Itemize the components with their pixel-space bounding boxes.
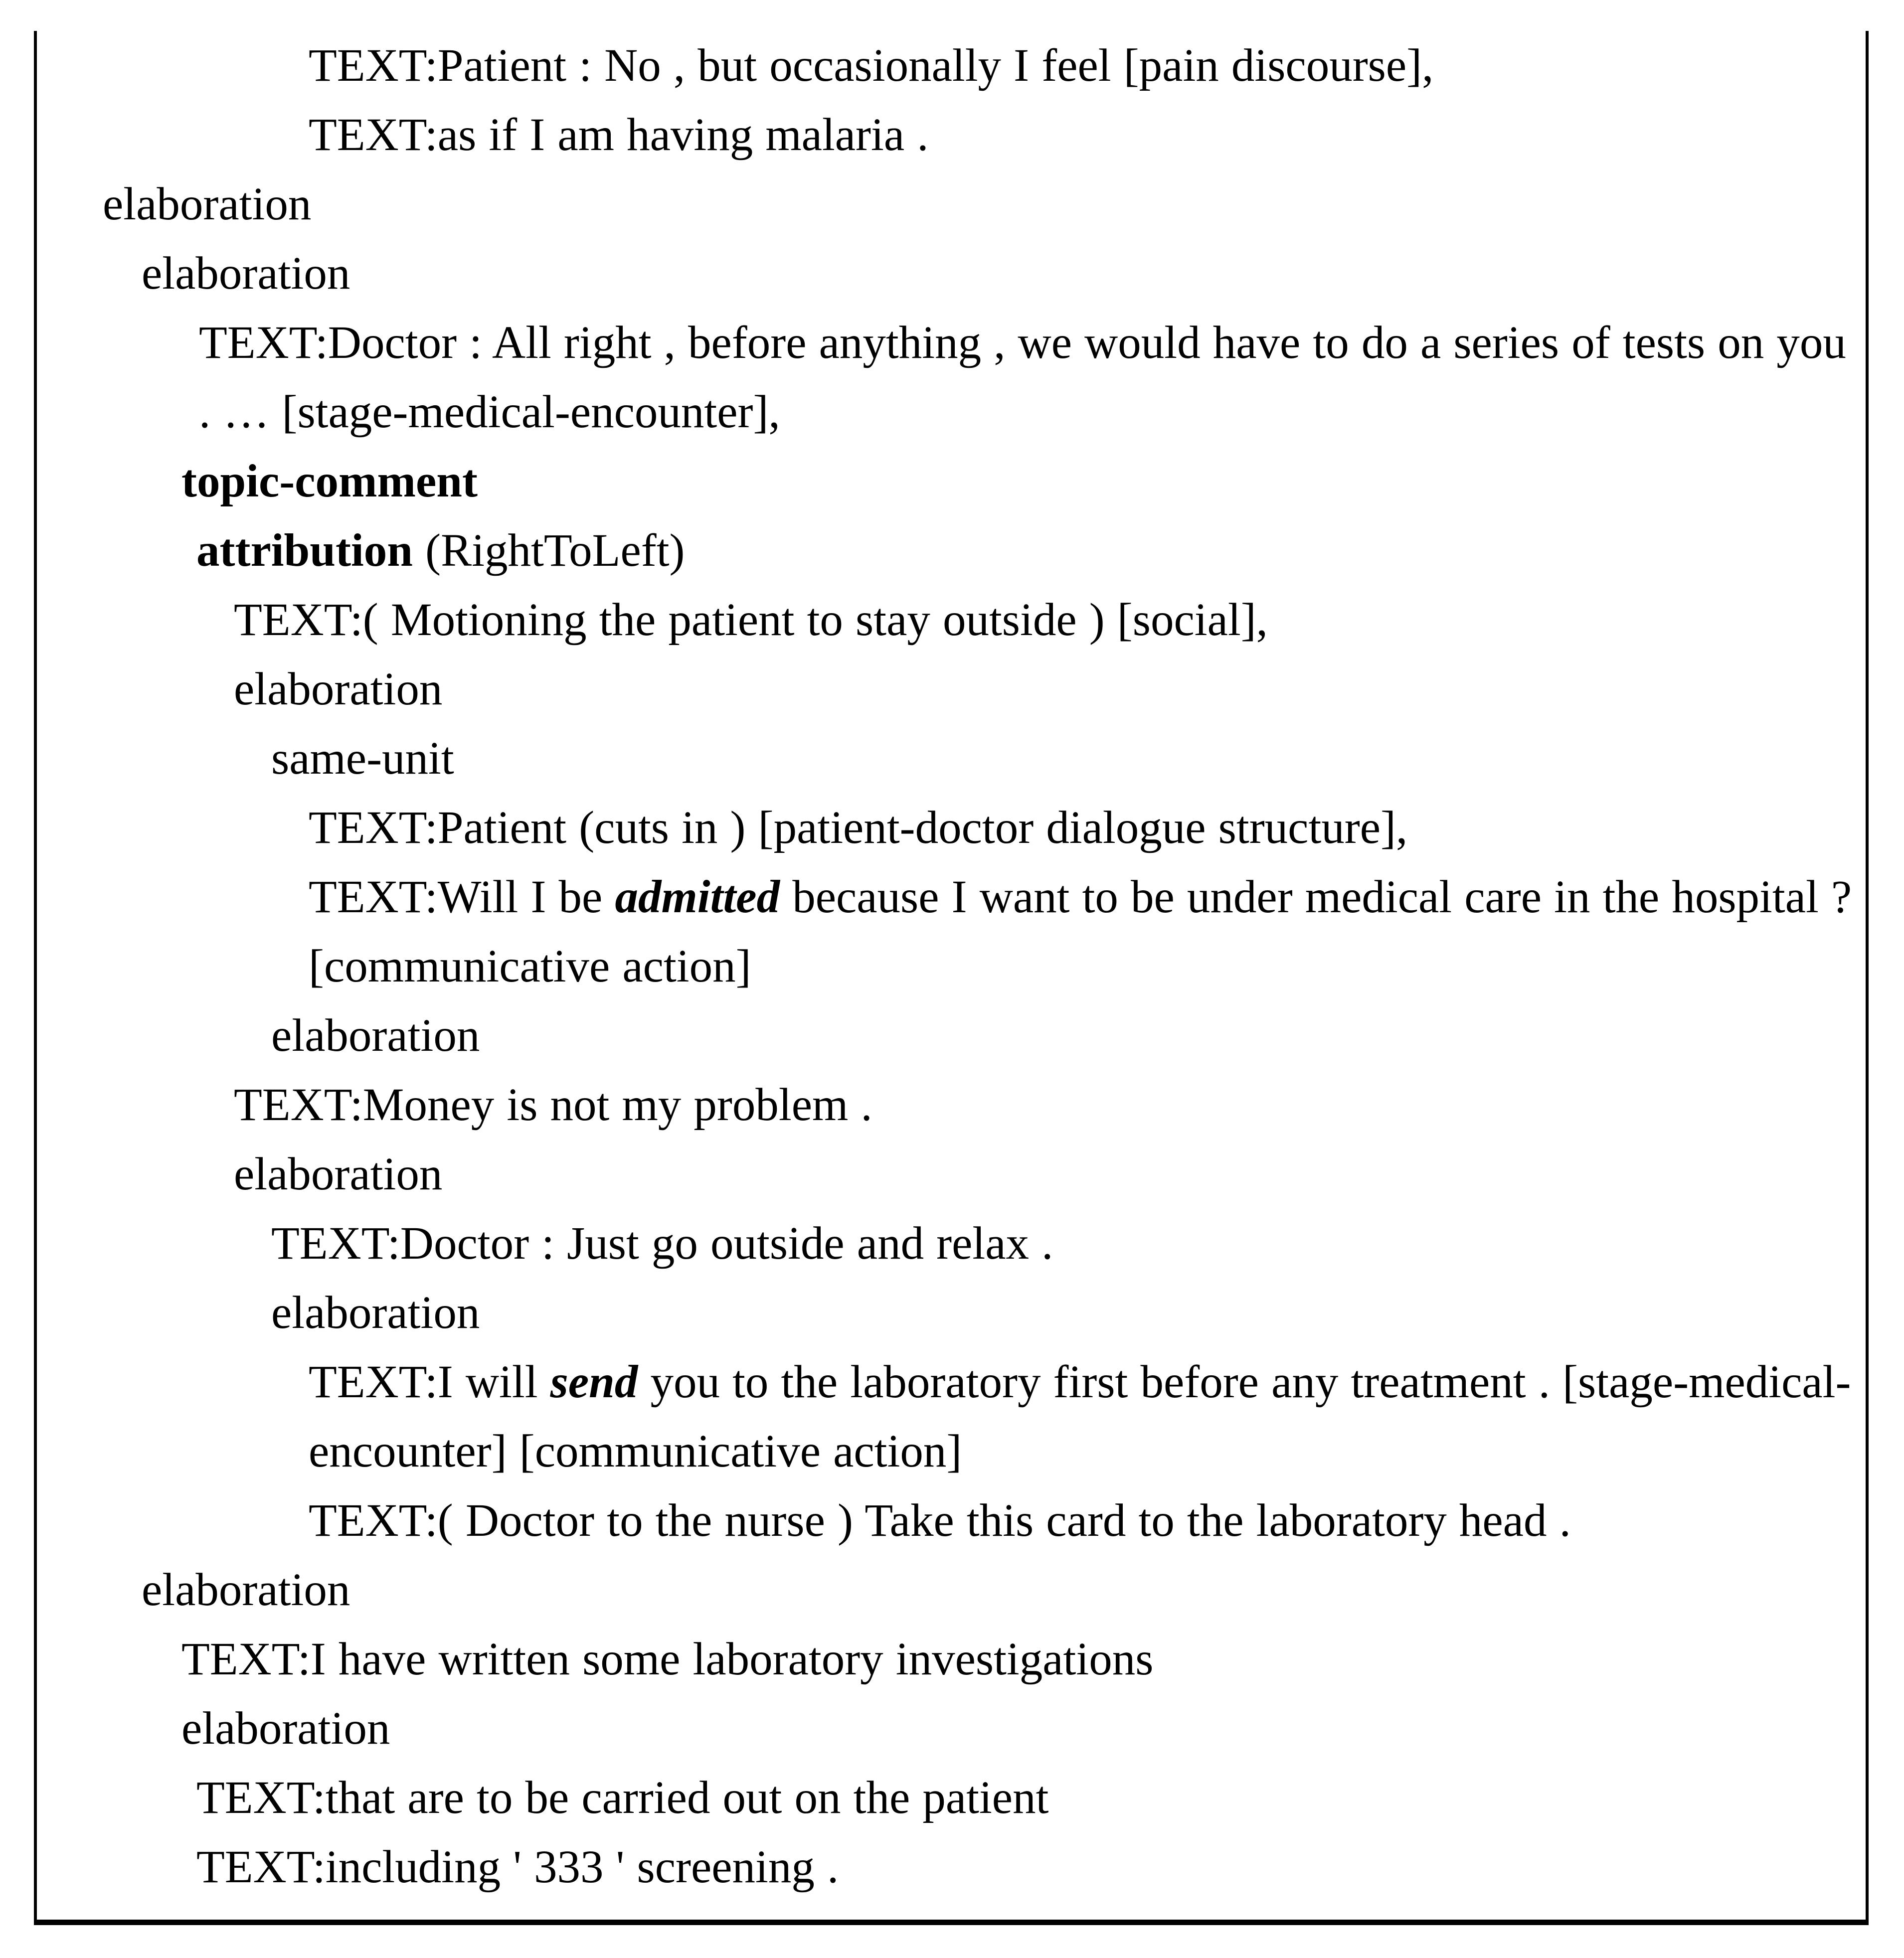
- tree-node-relation-elaboration: [37, 654, 1866, 724]
- emphasized-word-send: send: [550, 1356, 638, 1408]
- node-text-prefix: TEXT:Will I be: [309, 871, 615, 923]
- node-text: TEXT:Money is not my problem .: [234, 1079, 872, 1131]
- tree-node-relation-elaboration: [37, 1001, 1866, 1070]
- tree-node-relation-elaboration: [37, 1140, 1866, 1209]
- node-text-prefix: TEXT:I will: [309, 1356, 550, 1408]
- relation-label: elaboration: [103, 178, 312, 230]
- tree-node-text-send-laboratory: [37, 1347, 1866, 1486]
- tree-node-text-doctor-tests: [37, 308, 1866, 447]
- tree-node-text-admitted: [37, 862, 1866, 1001]
- tree-node-text-investigations: [37, 1625, 1866, 1694]
- tree-node-text-motioning: [37, 585, 1866, 654]
- node-text-suffix: because I want to be under medical care in the hospital ?: [780, 871, 1852, 923]
- node-text-wrapped: encounter] [communicative action]: [309, 1426, 962, 1477]
- node-text: TEXT:I have written some laboratory investigations: [181, 1633, 1154, 1685]
- tree-node-text: [37, 100, 1866, 169]
- relation-label: topic-comment: [181, 456, 478, 507]
- tree-node-text-333-screening: [37, 1832, 1866, 1902]
- tree-node-text-money: [37, 1070, 1866, 1140]
- rst-discourse-tree: [37, 31, 1866, 1902]
- node-text: TEXT:Patient (cuts in ) [patient-doctor dialogue structure],: [309, 802, 1408, 853]
- tree-node-relation-elaboration: [37, 1694, 1866, 1763]
- tree-node-relation-topic-comment: [37, 447, 1866, 516]
- relation-label: elaboration: [271, 1287, 480, 1338]
- node-text: TEXT:as if I am having malaria .: [309, 109, 929, 161]
- node-text-suffix: you to the laboratory first before any treatment . [stage-medical-: [638, 1356, 1851, 1408]
- node-text: TEXT:Doctor : Just go outside and relax .: [271, 1218, 1053, 1269]
- node-text: TEXT:that are to be carried out on the patient: [196, 1772, 1049, 1823]
- node-text: TEXT:Doctor : All right , before anything , we would have to do a series of tests on you . …: [199, 317, 1846, 438]
- tree-node-relation-attribution: [37, 516, 1866, 585]
- node-text-wrapped: [stage-medical-encounter],: [282, 386, 780, 438]
- tree-node-relation-elaboration: [37, 239, 1866, 308]
- tree-node-text-carried-out: [37, 1763, 1866, 1832]
- node-text: TEXT:( Motioning the patient to stay outside ) [social],: [234, 594, 1268, 646]
- emphasized-word-admitted: admitted: [615, 871, 780, 923]
- tree-node-text-just-go-outside: [37, 1209, 1866, 1278]
- relation-label: elaboration: [142, 248, 350, 299]
- node-text: TEXT:including ' 333 ' screening .: [196, 1841, 839, 1893]
- tree-node-relation-elaboration: [37, 169, 1866, 239]
- relation-direction: (RightToLeft): [413, 525, 685, 576]
- node-text-wrapped: [communicative action]: [309, 941, 751, 992]
- relation-label: elaboration: [234, 663, 443, 715]
- relation-label: elaboration: [142, 1564, 350, 1616]
- tree-node-text: [37, 31, 1866, 100]
- relation-label: elaboration: [234, 1148, 443, 1200]
- node-text: TEXT:Patient : No , but occasionally I feel [pain discourse],: [309, 40, 1434, 91]
- relation-label: elaboration: [181, 1703, 390, 1754]
- rst-tree-frame: [34, 31, 1869, 1925]
- relation-label: attribution: [196, 525, 413, 576]
- tree-node-relation-elaboration: [37, 1555, 1866, 1625]
- relation-label: elaboration: [271, 1010, 480, 1061]
- tree-node-text-patient-cuts-in: [37, 793, 1866, 862]
- tree-node-text-doctor-to-nurse: [37, 1486, 1866, 1555]
- tree-node-relation-same-unit: [37, 724, 1866, 793]
- tree-node-relation-elaboration: [37, 1278, 1866, 1347]
- node-text: TEXT:( Doctor to the nurse ) Take this card to the laboratory head .: [309, 1495, 1571, 1546]
- relation-label: same-unit: [271, 733, 454, 784]
